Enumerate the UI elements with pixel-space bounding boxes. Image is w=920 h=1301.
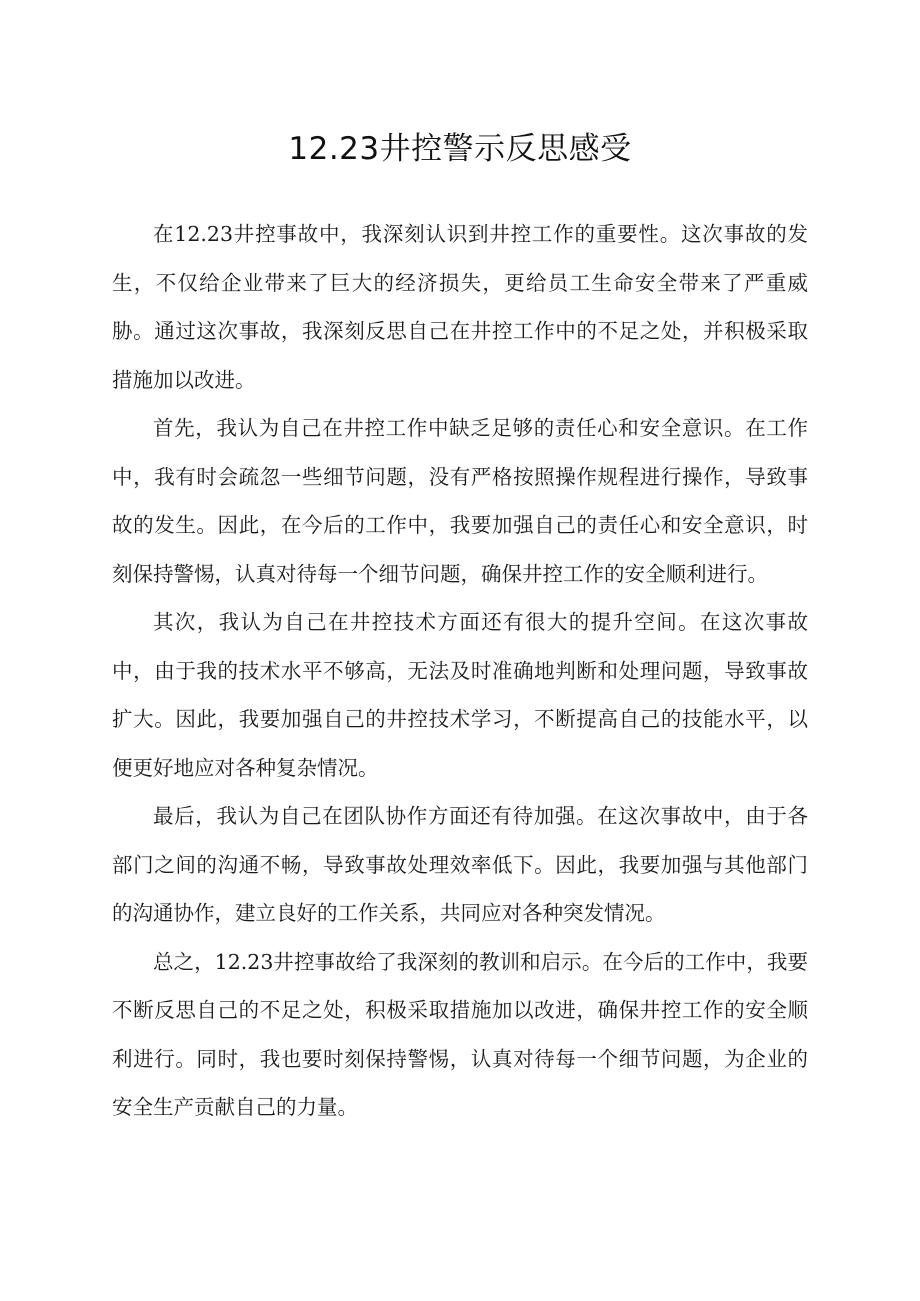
paragraph-first: 首先，我认为自己在井控工作中缺乏足够的责任心和安全意识。在工作中，我有时会疏忽一些细节问题，没有严格按照操作规程进行操作，导致事故的发生。因此，在今后的工作中，我要加强自己的责任心和安全意识，时刻保持警惕，认真对待每一个细节问题，确保井控工作的安全顺利进行。: [112, 416, 808, 586]
document-title: 12.23井控警示反思感受: [288, 131, 632, 167]
paragraph-last: 最后，我认为自己在团队协作方面还有待加强。在这次事故中，由于各部门之间的沟通不畅，导致事故处理效率低下。因此，我要加强与其他部门的沟通协作，建立良好的工作关系，共同应对各种突发情况。: [112, 804, 808, 925]
paragraph-conclusion: 总之，12.23井控事故给了我深刻的教训和启示。在今后的工作中，我要不断反思自己的不足之处，积极采取措施加以改进，确保井控工作的安全顺利进行。同时，我也要时刻保持警惕，认真对待每一个细节问题，为企业的安全生产贡献自己的力量。: [112, 949, 808, 1119]
paragraph-intro: 在12.23井控事故中，我深刻认识到井控工作的重要性。这次事故的发生，不仅给企业带来了巨大的经济损失，更给员工生命安全带来了严重威胁。通过这次事故，我深刻反思自己在井控工作中的不足之处，并积极采取措施加以改进。: [112, 222, 808, 392]
paragraph-second: 其次，我认为自己在井控技术方面还有很大的提升空间。在这次事故中，由于我的技术水平不够高，无法及时准确地判断和处理问题，导致事故扩大。因此，我要加强自己的井控技术学习，不断提高自己的技能水平，以便更好地应对各种复杂情况。: [112, 610, 808, 780]
document-body: [112, 210, 808, 1132]
